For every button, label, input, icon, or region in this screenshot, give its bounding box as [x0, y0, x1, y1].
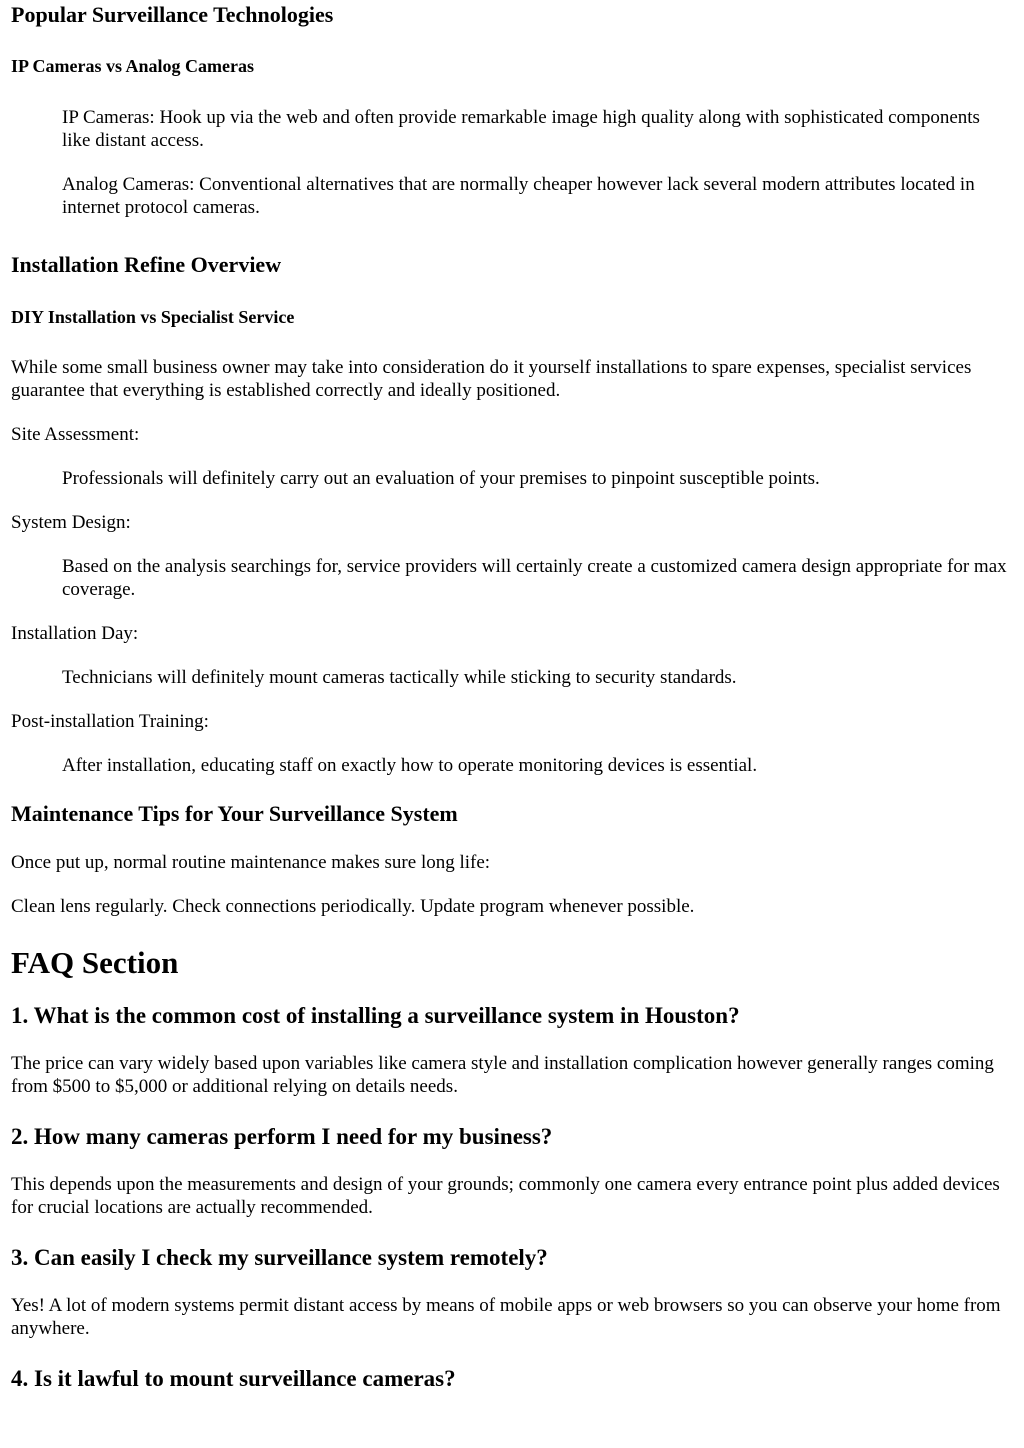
- ip-cameras-text: IP Cameras: Hook up via the web and often provide remarkable image high quality along with sophisticated components like distant access.: [62, 107, 980, 151]
- maintenance-tips: Clean lens regularly. Check connections periodically. Update program whenever possible.: [11, 896, 695, 917]
- faq-question: 3. Can easily I check my surveillance system remotely?: [11, 1245, 548, 1270]
- post-training-quote: [62, 754, 1013, 777]
- article: [0, 2, 1024, 1392]
- site-assessment-text: Professionals will definitely carry out an evaluation of your premises to pinpoint susceptible points.: [62, 468, 820, 489]
- faq-answer: Yes! A lot of modern systems permit distant access by means of mobile apps or web browsers so you can observe your home from anywhere.: [11, 1295, 1001, 1339]
- system-design-label: System Design:: [11, 512, 131, 533]
- install-day-label: Installation Day:: [11, 623, 139, 644]
- faq-question: 2. How many cameras perform I need for my business?: [11, 1124, 553, 1149]
- system-design-quote: [62, 555, 1013, 601]
- faq-heading: FAQ Section: [11, 945, 179, 980]
- analog-cameras-quote: [62, 173, 1013, 219]
- system-design-text: Based on the analysis searchings for, service providers will certainly create a customized camera design appropriate for max coverage.: [62, 556, 1007, 600]
- ip-cameras-quote: [62, 106, 1013, 152]
- post-training-text: After installation, educating staff on exactly how to operate monitoring devices is essential.: [62, 755, 758, 776]
- faq-answer: This depends upon the measurements and design of your grounds; commonly one camera every entrance point plus added devices for crucial locations are actually recommended.: [11, 1174, 1000, 1218]
- install-heading: Installation Refine Overview: [11, 252, 282, 277]
- tech-heading: Popular Surveillance Technologies: [11, 2, 334, 27]
- site-assessment-quote: [62, 467, 1013, 490]
- maintenance-intro: Once put up, normal routine maintenance makes sure long life:: [11, 852, 491, 873]
- faq-question: 1. What is the common cost of installing a surveillance system in Houston?: [11, 1003, 740, 1028]
- diy-paragraph: While some small business owner may take into consideration do it yourself installations to spare expenses, specialist services guarantee that everything is established correctly and ideally positioned.: [11, 357, 972, 401]
- post-training-label: Post-installation Training:: [11, 711, 209, 732]
- analog-cameras-text: Analog Cameras: Conventional alternatives that are normally cheaper however lack several modern attributes located in internet protocol cameras.: [62, 174, 975, 218]
- install-day-text: Technicians will definitely mount cameras tactically while sticking to security standards.: [62, 667, 737, 688]
- ip-vs-analog-heading: IP Cameras vs Analog Cameras: [11, 56, 254, 76]
- site-assessment-label: Site Assessment:: [11, 424, 140, 445]
- install-day-quote: [62, 666, 1013, 689]
- faq-question: 4. Is it lawful to mount surveillance cameras?: [11, 1366, 456, 1391]
- maintenance-heading: Maintenance Tips for Your Surveillance System: [11, 801, 458, 826]
- diy-heading: DIY Installation vs Specialist Service: [11, 307, 295, 327]
- faq-answer: The price can vary widely based upon variables like camera style and installation complication however generally ranges coming from $500 to $5,000 or additional relying on details needs.: [11, 1053, 994, 1097]
